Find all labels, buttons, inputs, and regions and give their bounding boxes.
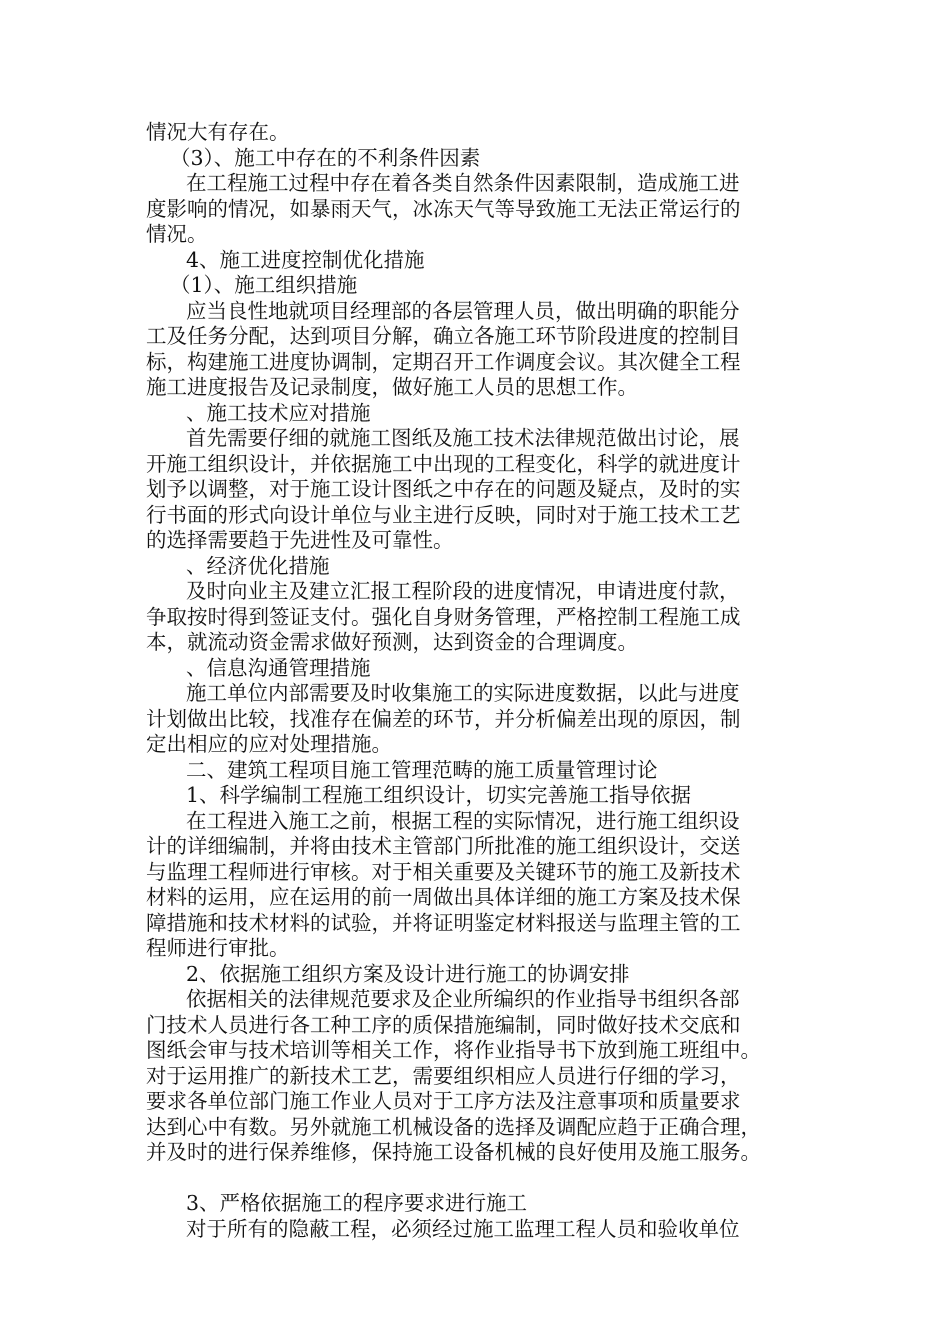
text-line: 计划做出比较，找准存在偏差的环节，并分析偏差出现的原因，制 <box>146 706 741 731</box>
blank-line <box>146 1166 806 1192</box>
section-heading: （3）、施工中存在的不利条件因素 <box>170 145 481 170</box>
section-heading: 2、依据施工组织方案及设计进行施工的协调安排 <box>186 961 630 986</box>
text-line: 计的详细编制，并将由技术主管部门所批准的施工组织设计，交送 <box>146 834 741 858</box>
document-body <box>146 120 806 1242</box>
section-heading: 、经济优化措施 <box>186 553 330 578</box>
text-line: 材料的运用，应在运用的前一周做出具体详细的施工方案及技术保 <box>146 885 741 909</box>
section-heading: 3、严格依据施工的程序要求进行施工 <box>186 1191 528 1215</box>
text-line: 本，就流动资金需求做好预测，达到资金的合理调度。 <box>146 630 638 654</box>
section-heading: 、施工技术应对措施 <box>186 400 371 425</box>
text-line: 障措施和技术材料的试验，并将证明鉴定材料报送与监理主管的工 <box>146 910 741 935</box>
text-line: 开施工组织设计，并依据施工中出现的工程变化，科学的就进度计 <box>146 451 741 476</box>
section-heading: （1）、施工组织措施 <box>170 273 358 297</box>
text-line: 首先需要仔细的就施工图纸及施工技术法律规范做出讨论，展 <box>186 426 740 450</box>
text-line: 情况。 <box>146 222 208 246</box>
text-line: 划予以调整，对于施工设计图纸之中存在的问题及疑点，及时的实 <box>146 477 741 501</box>
text-line: 及时向业主及建立汇报工程阶段的进度情况，申请进度付款， <box>186 579 740 603</box>
text-line: 标，构建施工进度协调制，定期召开工作调度会议。其次健全工程 <box>146 349 741 374</box>
text-line: 依据相关的法律规范要求及企业所编织的作业指导书组织各部 <box>186 987 740 1011</box>
section-heading: 二、建筑工程项目施工管理范畴的施工质量管理讨论 <box>186 757 658 782</box>
section-heading: 1、科学编制工程施工组织设计，切实完善施工指导依据 <box>186 783 692 807</box>
text-line: 图纸会审与技术培训等相关工作，将作业指导书下放到施工班组中。 <box>146 1038 761 1062</box>
text-line: 度影响的情况，如暴雨天气，冰冻天气等导致施工无法正常运行的 <box>146 196 741 221</box>
text-line: 施工单位内部需要及时收集施工的实际进度数据，以此与进度 <box>186 681 740 705</box>
text-line: 门技术人员进行各工种工序的质保措施编制，同时做好技术交底和 <box>146 1012 741 1037</box>
text-line: 在工程施工过程中存在着各类自然条件因素限制，造成施工进 <box>186 171 740 195</box>
text-line: 施工进度报告及记录制度，做好施工人员的思想工作。 <box>146 375 638 399</box>
section-heading: 、信息沟通管理措施 <box>186 655 371 680</box>
text-line: 达到心中有数。另外就施工机械设备的选择及调配应趋于正确合理， <box>146 1114 761 1139</box>
text-line: 的选择需要趋于先进性及可靠性。 <box>146 528 454 552</box>
text-line: 工及任务分配，达到项目分解，确立各施工环节阶段进度的控制目 <box>146 324 741 348</box>
text-line: 行书面的形式向设计单位与业主进行反映，同时对于施工技术工艺 <box>146 502 741 527</box>
text-line: 情况大有存在。 <box>146 120 290 144</box>
text-line: 应当良性地就项目经理部的各层管理人员，做出明确的职能分 <box>186 298 740 323</box>
text-line: 对于运用推广的新技术工艺，需要组织相应人员进行仔细的学习， <box>146 1063 741 1088</box>
text-line: 在工程进入施工之前，根据工程的实际情况，进行施工组织设 <box>186 808 740 833</box>
text-line: 程师进行审批。 <box>146 936 290 960</box>
text-line: 争取按时得到签证支付。强化自身财务管理，严格控制工程施工成 <box>146 604 741 629</box>
text-line: 并及时的进行保养维修，保持施工设备机械的良好使用及施工服务。 <box>146 1140 761 1164</box>
section-heading: 4、施工进度控制优化措施 <box>186 247 425 272</box>
text-line: 要求各单位部门施工作业人员对于工序方法及注意事项和质量要求 <box>146 1089 741 1113</box>
text-line: 对于所有的隐蔽工程，必须经过施工监理工程人员和验收单位 <box>186 1216 740 1241</box>
text-line: 与监理工程师进行审核。对于相关重要及关键环节的施工及新技术 <box>146 859 741 884</box>
text-line: 定出相应的应对处理措施。 <box>146 732 392 756</box>
